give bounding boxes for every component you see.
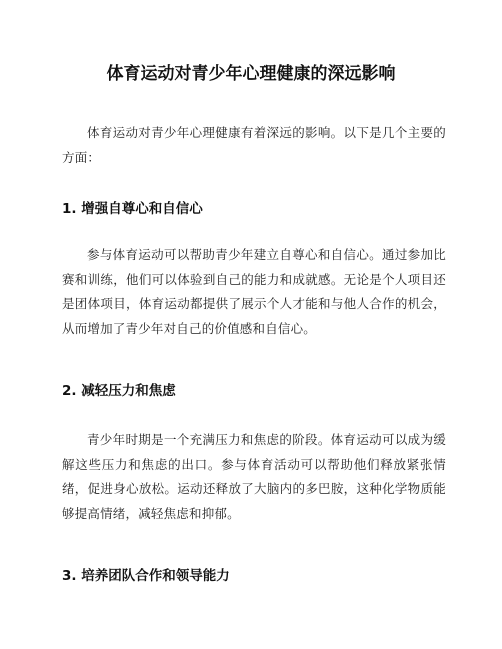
section-heading-1: 1. 增强自尊心和自信心: [62, 201, 203, 217]
intro-paragraph: 体育运动对青少年心理健康有着深远的影响。以下是几个主要的方面：: [62, 125, 446, 165]
section-body-1: 参与体育运动可以帮助青少年建立自尊心和自信心。通过参加比赛和训练，他们可以体验到自己的能力和成就感。无论是个人项目还是团体项目，体育运动都提供了展示个人才能和与他人合作的机会，从而增加了青少年对自己的价值感和自信心。: [62, 247, 446, 336]
section-heading-3: 3. 培养团队合作和领导能力: [62, 568, 230, 584]
section-body-2: 青少年时期是一个充满压力和焦虑的阶段。体育运动可以成为缓解这些压力和焦虑的出口。参与体育活动可以帮助他们释放紧张情绪，促进身心放松。运动还释放了大脑内的多巴胺，这种化学物质能够提高情绪，减轻焦虑和抑郁。: [62, 432, 446, 521]
section-heading-2: 2. 减轻压力和焦虑: [62, 383, 176, 399]
page-title: 体育运动对青少年心理健康的深远影响: [106, 64, 396, 84]
